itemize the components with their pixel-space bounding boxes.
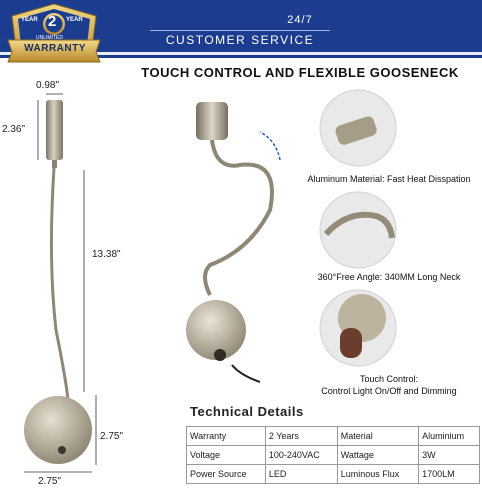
- badge-unlimited: UNLIMITED: [36, 35, 63, 41]
- badge-warranty-ribbon: WARRANTY: [24, 43, 86, 54]
- dim-head-width: 0.98": [36, 80, 60, 91]
- dim-head-height: 2.36": [2, 124, 26, 135]
- feature-aluminum-photo: [318, 88, 398, 168]
- feature-touch-caption-1: Touch Control:: [359, 374, 419, 384]
- dim-base-width: 2.75": [38, 476, 62, 487]
- center-lamp-illustration: [180, 90, 310, 390]
- dim-neck-length: 13.38": [92, 249, 121, 260]
- spec-label: Voltage: [187, 446, 266, 465]
- spec-value: 2 Years: [265, 427, 337, 446]
- page-headline: TOUCH CONTROL AND FLEXIBLE GOOSENECK: [141, 65, 459, 80]
- badge-year-right: YEAR: [66, 17, 83, 23]
- spec-label: Luminous Flux: [337, 465, 418, 484]
- spec-label: Warranty: [187, 427, 266, 446]
- table-row: [187, 465, 480, 484]
- spec-value: Aluminium: [419, 427, 480, 446]
- feature-neck-photo: [318, 190, 398, 270]
- spec-label: Power Source: [187, 465, 266, 484]
- dim-base-height: 2.75": [100, 431, 124, 442]
- spec-value: 3W: [419, 446, 480, 465]
- table-row: [187, 446, 480, 465]
- technical-title: Technical Details: [190, 404, 304, 419]
- badge-year-number: 2: [48, 13, 57, 30]
- dimension-lamp-illustration: [0, 80, 140, 491]
- specs-table: [186, 426, 480, 484]
- service-hours: 24/7: [287, 14, 313, 26]
- spec-value: 1700LM: [419, 465, 480, 484]
- table-row: [187, 427, 480, 446]
- spec-value: 100-240VAC: [265, 446, 337, 465]
- spec-label: Wattage: [337, 446, 418, 465]
- badge-year-left: YEAR: [21, 17, 38, 23]
- service-label: CUSTOMER SERVICE: [165, 33, 315, 47]
- feature-touch-caption-2: Control Light On/Off and Dimming: [321, 386, 457, 396]
- feature-aluminum-caption: Aluminum Material: Fast Heat Disspation: [307, 174, 471, 184]
- spec-label: Material: [337, 427, 418, 446]
- spec-value: LED: [265, 465, 337, 484]
- feature-touch-photo: [318, 288, 398, 368]
- feature-neck-caption: 360°Free Angle: 340MM Long Neck: [317, 272, 461, 282]
- service-divider: [150, 30, 330, 31]
